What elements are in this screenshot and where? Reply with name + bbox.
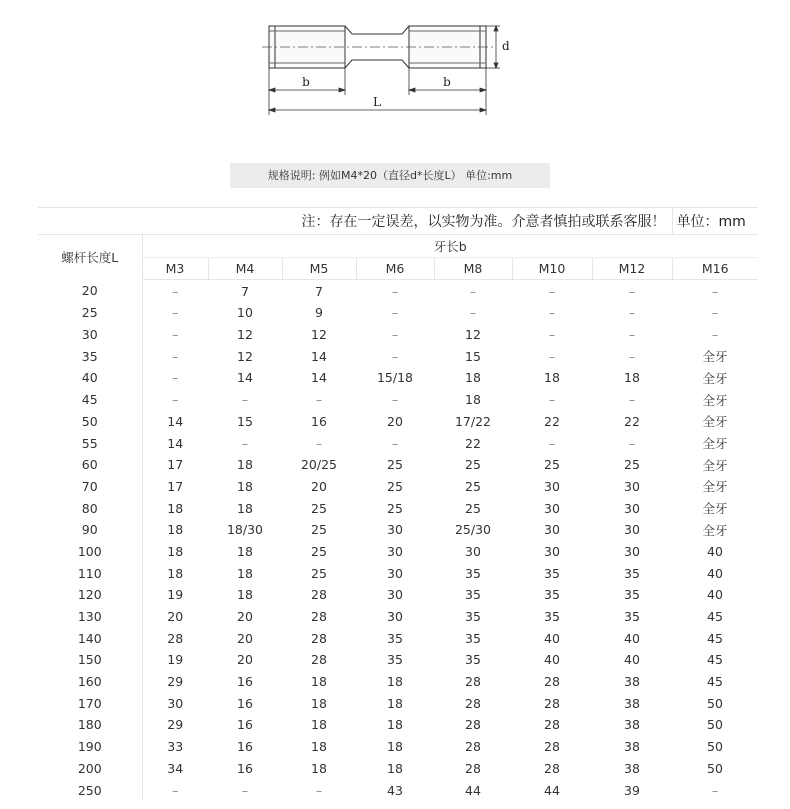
table-row — [38, 692, 758, 714]
thread-length-cell: 30 — [387, 522, 403, 538]
thread-length-cell: 10 — [237, 305, 253, 321]
length-cell: 110 — [38, 562, 142, 584]
size-header: M12 — [592, 257, 672, 280]
thread-length-cell: – — [391, 283, 399, 299]
thread-length-cell: 18 — [167, 565, 184, 581]
table-row — [38, 432, 758, 454]
length-cell: 250 — [38, 779, 142, 801]
thread-length-cell: 25 — [465, 478, 481, 494]
length-cell: 20 — [38, 280, 142, 302]
thread-length-cell: 12 — [237, 348, 253, 364]
size-header-row — [38, 257, 758, 280]
table-row — [38, 519, 758, 541]
thread-length-cell: 30 — [387, 565, 403, 581]
length-cell: 100 — [38, 541, 142, 563]
thread-length-cell: 45 — [707, 609, 723, 625]
thread-length-cell: – — [315, 435, 323, 451]
table-row — [38, 736, 758, 758]
thread-length-cell: 20 — [311, 478, 327, 494]
thread-length-cell: 全牙 — [702, 370, 728, 386]
thread-length-cell: 25/30 — [454, 522, 492, 538]
table-row — [38, 584, 758, 606]
thread-length-cell: 35 — [624, 565, 640, 581]
table-row — [38, 476, 758, 498]
thread-length-cell: 35 — [387, 630, 403, 646]
thread-length-cell: 22 — [544, 413, 560, 429]
length-label: L — [373, 95, 381, 109]
length-cell: 35 — [38, 345, 142, 367]
thread-length-cell: 30 — [624, 500, 640, 516]
table-row — [38, 758, 758, 780]
length-cell: 50 — [38, 411, 142, 433]
thread-length-cell: 28 — [311, 587, 327, 603]
size-header: M6 — [356, 257, 434, 280]
b-right-label: b — [443, 75, 451, 89]
thread-length-cell: 25 — [387, 500, 403, 516]
thread-length-cell: – — [628, 435, 636, 451]
thread-length-cell: 15/18 — [376, 370, 414, 386]
thread-length-cell: 40 — [624, 630, 640, 646]
length-table — [38, 207, 758, 801]
table-row — [38, 411, 758, 433]
thread-length-cell: 18 — [167, 500, 184, 516]
thread-length-cell: 25 — [387, 457, 403, 473]
thread-length-cell: 17/22 — [454, 413, 492, 429]
length-cell: 130 — [38, 606, 142, 628]
thread-length-cell: – — [469, 305, 477, 321]
thread-length-cell: 40 — [544, 652, 560, 668]
length-cell: 200 — [38, 758, 142, 780]
thread-length-cell: – — [628, 305, 636, 321]
thread-length-cell: 38 — [624, 674, 640, 690]
thread-length-cell: 28 — [544, 739, 560, 755]
length-cell: 80 — [38, 497, 142, 519]
thread-length-cell: 30 — [465, 543, 481, 559]
thread-length-cell: 16 — [237, 760, 253, 776]
thread-length-cell: 28 — [544, 760, 560, 776]
thread-length-cell: 45 — [707, 652, 723, 668]
thread-length-cell: 35 — [465, 652, 481, 668]
thread-length-cell: 25 — [544, 457, 560, 473]
thread-length-cell: – — [548, 435, 556, 451]
thread-length-cell: 28 — [465, 717, 481, 733]
thread-length-cell: 35 — [624, 609, 640, 625]
thread-length-cell: 18 — [311, 717, 327, 733]
thread-length-cell: – — [241, 435, 249, 451]
thread-length-cell: 35 — [624, 587, 640, 603]
thread-length-cell: – — [469, 283, 477, 299]
size-header: M5 — [282, 257, 356, 280]
thread-length-cell: – — [628, 327, 636, 343]
thread-length-cell: 35 — [465, 565, 481, 581]
length-cell: 25 — [38, 302, 142, 324]
thread-length-cell: – — [241, 782, 249, 798]
table-row — [38, 302, 758, 324]
thread-length-cell: 18 — [387, 695, 403, 711]
thread-length-cell: 16 — [237, 695, 253, 711]
thread-length-cell: 16 — [237, 674, 253, 690]
thread-length-cell: 18 — [544, 370, 560, 386]
thread-length-cell: 9 — [315, 305, 323, 321]
thread-length-cell: – — [548, 283, 556, 299]
thread-length-cell: – — [172, 370, 179, 386]
thread-length-cell: 30 — [544, 522, 560, 538]
length-cell: 55 — [38, 432, 142, 454]
thread-length-cell: 30 — [544, 478, 560, 494]
thread-length-cell: 35 — [544, 587, 560, 603]
length-cell: 170 — [38, 692, 142, 714]
thread-length-cell: 20 — [237, 609, 253, 625]
thread-length-cell: 25 — [624, 457, 640, 473]
thread-length-cell: 全牙 — [702, 349, 728, 365]
thread-length-cell: – — [172, 392, 179, 408]
thread-length-cell: – — [172, 283, 179, 299]
table-row — [38, 454, 758, 476]
notice-row — [38, 208, 758, 235]
thread-length-cell: – — [548, 327, 556, 343]
thread-length-cell: – — [172, 782, 179, 798]
thread-length-cell: 28 — [167, 630, 184, 646]
thread-length-cell: – — [548, 305, 556, 321]
thread-length-cell: 28 — [544, 695, 560, 711]
thread-length-cell: 44 — [544, 782, 560, 798]
thread-length-cell: 14 — [311, 370, 327, 386]
thread-length-cell: 17 — [167, 478, 184, 494]
thread-length-cell: 44 — [465, 782, 481, 798]
thread-length-cell: 28 — [311, 630, 327, 646]
table-row — [38, 280, 758, 302]
thread-length-cell: 18 — [237, 543, 253, 559]
thread-length-cell: 30 — [387, 543, 403, 559]
thread-length-cell: 25 — [465, 500, 481, 516]
thread-length-cell: – — [548, 348, 556, 364]
thread-length-cell: 28 — [465, 674, 481, 690]
thread-length-cell: 38 — [624, 739, 640, 755]
thread-length-cell: – — [315, 392, 323, 408]
thread-length-cell: 25 — [311, 565, 327, 581]
notice-text: 注：存在一定误差，以实物为准。介意者慎拍或联系客服！ — [38, 208, 672, 235]
thread-length-cell: 16 — [237, 739, 253, 755]
thread-length-cell: 40 — [707, 587, 723, 603]
length-cell: 190 — [38, 736, 142, 758]
thread-length-cell: – — [391, 305, 399, 321]
thread-length-cell: 18/30 — [226, 522, 264, 538]
thread-length-cell: 45 — [707, 630, 723, 646]
thread-length-cell: – — [315, 782, 323, 798]
thread-length-cell: – — [241, 392, 249, 408]
thread-length-cell: 18 — [311, 695, 327, 711]
table-row — [38, 367, 758, 389]
thread-length-cell: 30 — [624, 522, 640, 538]
thread-length-cell: 18 — [387, 717, 403, 733]
thread-length-cell: 29 — [167, 717, 184, 733]
thread-length-cell: – — [172, 305, 179, 321]
thread-length-cell: – — [391, 327, 399, 343]
thread-length-cell: 20 — [237, 652, 253, 668]
thread-length-cell: 18 — [311, 760, 327, 776]
thread-length-cell: 全牙 — [702, 436, 728, 452]
thread-length-cell: 15 — [237, 413, 253, 429]
thread-length-cell: 35 — [465, 587, 481, 603]
thread-length-cell: 18 — [237, 565, 253, 581]
thread-length-cell: 全牙 — [702, 479, 728, 495]
thread-length-cell: 14 — [167, 435, 184, 451]
thread-length-cell: – — [711, 305, 719, 321]
thread-length-cell: 35 — [465, 609, 481, 625]
thread-length-cell: 18 — [237, 500, 253, 516]
thread-length-cell: – — [628, 348, 636, 364]
length-cell: 90 — [38, 519, 142, 541]
length-cell: 40 — [38, 367, 142, 389]
table-row — [38, 649, 758, 671]
thread-length-cell: – — [172, 348, 179, 364]
thread-length-cell: 18 — [167, 522, 184, 538]
thread-length-cell: 25 — [465, 457, 481, 473]
thread-length-cell: 18 — [237, 587, 253, 603]
thread-length-cell: 25 — [387, 478, 403, 494]
thread-length-cell: 28 — [544, 717, 560, 733]
thread-length-cell: – — [391, 348, 399, 364]
thread-length-cell: 19 — [167, 652, 184, 668]
length-cell: 60 — [38, 454, 142, 476]
row-header: 螺杆长度L — [38, 235, 142, 280]
size-header: M10 — [512, 257, 592, 280]
thread-length-cell: 39 — [624, 782, 640, 798]
thread-length-cell: 43 — [387, 782, 403, 798]
size-header: M3 — [142, 257, 208, 280]
thread-length-cell: 30 — [624, 478, 640, 494]
thread-length-cell: 50 — [707, 717, 723, 733]
thread-length-cell: 18 — [237, 478, 253, 494]
table-row — [38, 627, 758, 649]
thread-length-cell: 38 — [624, 695, 640, 711]
thread-length-cell: 全牙 — [702, 414, 728, 430]
thread-length-cell: 30 — [544, 500, 560, 516]
thread-length-cell: – — [711, 782, 719, 798]
length-cell: 160 — [38, 671, 142, 693]
size-header: M16 — [672, 257, 758, 280]
thread-length-cell: 33 — [167, 739, 184, 755]
thread-length-cell: 全牙 — [702, 457, 728, 473]
thread-length-cell: 40 — [707, 543, 723, 559]
table-row — [38, 541, 758, 563]
thread-length-cell: 14 — [167, 413, 184, 429]
thread-length-cell: 15 — [465, 348, 481, 364]
thread-length-cell: 17 — [167, 457, 184, 473]
length-cell: 140 — [38, 627, 142, 649]
table-row — [38, 497, 758, 519]
thread-length-cell: 35 — [544, 565, 560, 581]
thread-length-cell: 12 — [311, 327, 327, 343]
thread-length-cell: 28 — [465, 760, 481, 776]
thread-length-cell: 14 — [311, 348, 327, 364]
thread-length-cell: – — [548, 392, 556, 408]
thread-length-cell: 50 — [707, 695, 723, 711]
thread-length-cell: 38 — [624, 760, 640, 776]
group-header: 牙长b — [433, 238, 467, 254]
thread-length-cell: 18 — [465, 392, 481, 408]
b-left-label: b — [302, 75, 310, 89]
thread-length-cell: 18 — [387, 674, 403, 690]
thread-length-cell: – — [391, 435, 399, 451]
thread-length-cell: 18 — [624, 370, 640, 386]
thread-length-cell: 40 — [707, 565, 723, 581]
thread-length-cell: 28 — [465, 695, 481, 711]
thread-length-cell: – — [628, 392, 636, 408]
thread-length-cell: 35 — [544, 609, 560, 625]
thread-length-cell: – — [628, 283, 636, 299]
thread-length-cell: 18 — [465, 370, 481, 386]
thread-length-cell: 38 — [624, 717, 640, 733]
thread-length-cell: 全牙 — [702, 522, 728, 538]
thread-length-cell: 30 — [544, 543, 560, 559]
table-row — [38, 324, 758, 346]
thread-length-cell: 30 — [624, 543, 640, 559]
thread-length-cell: 18 — [167, 543, 184, 559]
thread-length-cell: 25 — [311, 522, 327, 538]
thread-length-cell: 19 — [167, 587, 184, 603]
table-row — [38, 389, 758, 411]
thread-length-cell: 16 — [311, 413, 327, 429]
group-header-row — [38, 235, 758, 258]
length-cell: 30 — [38, 324, 142, 346]
spec-note: 规格说明: 例如M4*20（直径d*长度L） 单位:mm — [230, 163, 550, 188]
table-row — [38, 779, 758, 801]
thread-length-cell: 45 — [707, 674, 723, 690]
thread-length-cell: 18 — [237, 457, 253, 473]
thread-length-cell: 30 — [387, 587, 403, 603]
length-cell: 70 — [38, 476, 142, 498]
table-row — [38, 345, 758, 367]
length-cell: 120 — [38, 584, 142, 606]
length-cell: 45 — [38, 389, 142, 411]
thread-length-cell: 25 — [311, 500, 327, 516]
thread-length-cell: 20 — [167, 609, 184, 625]
table-row — [38, 714, 758, 736]
thread-length-cell: 16 — [237, 717, 253, 733]
size-header: M4 — [208, 257, 282, 280]
thread-length-cell: 全牙 — [702, 501, 728, 517]
thread-length-cell: 40 — [624, 652, 640, 668]
thread-length-cell: – — [711, 327, 719, 343]
thread-length-cell: 20 — [237, 630, 253, 646]
thread-length-cell: 35 — [387, 652, 403, 668]
thread-length-cell: 12 — [465, 327, 481, 343]
thread-length-cell: 22 — [624, 413, 640, 429]
size-header: M8 — [434, 257, 512, 280]
thread-length-cell: 28 — [311, 609, 327, 625]
thread-length-cell: 35 — [465, 630, 481, 646]
thread-length-cell: 7 — [315, 283, 323, 299]
stud-bolt-diagram — [0, 0, 790, 150]
diameter-label: d — [502, 39, 510, 53]
thread-length-cell: – — [172, 327, 179, 343]
thread-length-cell: 50 — [707, 760, 723, 776]
table-row — [38, 606, 758, 628]
thread-length-cell: 14 — [237, 370, 253, 386]
thread-length-cell: 18 — [387, 739, 403, 755]
table-row — [38, 671, 758, 693]
thread-length-cell: 40 — [544, 630, 560, 646]
thread-length-cell: 18 — [311, 674, 327, 690]
thread-length-cell: 20/25 — [300, 457, 338, 473]
thread-length-cell: 全牙 — [702, 392, 728, 408]
thread-length-cell: – — [391, 392, 399, 408]
thread-length-cell: 7 — [241, 283, 249, 299]
thread-length-cell: 22 — [465, 435, 481, 451]
thread-length-cell: 30 — [387, 609, 403, 625]
thread-length-cell: 29 — [167, 674, 184, 690]
thread-length-cell: – — [711, 283, 719, 299]
thread-length-cell: 34 — [167, 760, 184, 776]
thread-length-cell: 25 — [311, 543, 327, 559]
thread-length-cell: 28 — [311, 652, 327, 668]
table-row — [38, 562, 758, 584]
thread-length-cell: 20 — [387, 413, 403, 429]
length-cell: 150 — [38, 649, 142, 671]
thread-length-cell: 18 — [311, 739, 327, 755]
length-cell: 180 — [38, 714, 142, 736]
unit-label: 单位：mm — [672, 208, 758, 235]
thread-length-cell: 12 — [237, 327, 253, 343]
thread-length-cell: 18 — [387, 760, 403, 776]
thread-length-cell: 28 — [544, 674, 560, 690]
thread-length-cell: 28 — [465, 739, 481, 755]
thread-length-cell: 30 — [167, 695, 184, 711]
thread-length-cell: 50 — [707, 739, 723, 755]
